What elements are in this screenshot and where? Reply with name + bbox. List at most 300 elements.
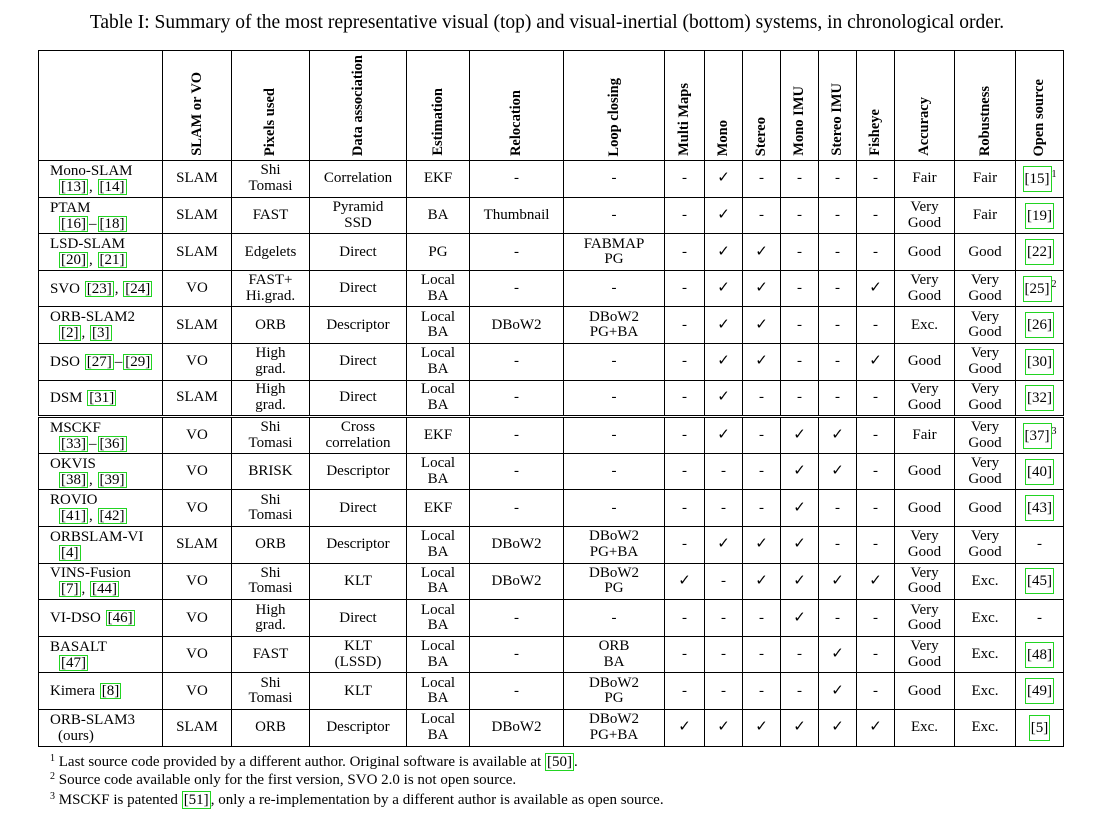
cell-line: Good xyxy=(907,580,942,597)
table-cell: - xyxy=(665,234,705,271)
table-cell: - xyxy=(819,380,857,417)
system-name: ORB-SLAM2 xyxy=(50,309,136,326)
systems-table xyxy=(38,50,1064,747)
table-cell: Exc. xyxy=(955,563,1016,600)
cell-line: Very xyxy=(970,528,1000,545)
table-cell: - xyxy=(781,636,819,673)
header-cell: Multi Maps xyxy=(665,51,705,161)
table-cell: ✓ xyxy=(665,710,705,747)
citation-link: [23] xyxy=(86,280,112,297)
table-cell xyxy=(955,307,1016,344)
table-cell: - xyxy=(819,234,857,271)
open-source-link: [26] xyxy=(1025,312,1054,338)
table-cell: Fair xyxy=(955,197,1016,234)
table-cell: ✓ xyxy=(819,453,857,490)
table-cell xyxy=(895,380,955,417)
table-cell xyxy=(407,563,470,600)
table-cell: ✓ xyxy=(781,563,819,600)
table-cell: - xyxy=(781,673,819,710)
table-cell: - xyxy=(857,527,895,564)
table-cell: - xyxy=(819,490,857,527)
open-source-link: [43] xyxy=(1025,495,1054,521)
table-cell: VO xyxy=(163,417,232,454)
citation-link: [41] xyxy=(61,508,86,525)
table-row xyxy=(39,380,1064,417)
table-cell xyxy=(407,527,470,564)
header-cell: Open source xyxy=(1016,51,1064,161)
table-cell xyxy=(564,563,665,600)
system-name: PTAM xyxy=(50,199,91,216)
system-name: Kimera xyxy=(50,683,95,700)
table-row xyxy=(39,527,1064,564)
table-cell: BRISK xyxy=(232,453,310,490)
table-cell: Fair xyxy=(955,161,1016,198)
table-cell: - xyxy=(857,673,895,710)
citation-link: [24] xyxy=(125,280,151,297)
table-cell: VO xyxy=(163,673,232,710)
table-cell xyxy=(232,600,310,637)
cell-line: Good xyxy=(907,543,942,560)
cell-line: Local xyxy=(420,272,456,289)
table-cell xyxy=(564,636,665,673)
footnote: $^2$ Source code available only for the first version, SVO 2.0 is not open source. xyxy=(50,771,517,788)
table-cell xyxy=(895,270,955,307)
citation-group: [23] , [24] xyxy=(86,280,151,297)
table-cell: FAST xyxy=(232,197,310,234)
system-name-line2 xyxy=(50,325,162,341)
citation-link: [7] xyxy=(61,581,79,598)
table-cell: Direct xyxy=(310,344,407,381)
cell-line: BA xyxy=(427,324,449,341)
table-cell xyxy=(564,527,665,564)
table-cell: PG xyxy=(407,234,470,271)
table-cell: Descriptor xyxy=(310,307,407,344)
cell-line: BA xyxy=(427,726,449,743)
footnote-marker: 3 xyxy=(1051,425,1057,437)
cell-line: BA xyxy=(427,470,449,487)
table-cell: Good xyxy=(895,673,955,710)
table-cell: - xyxy=(743,453,781,490)
system-name-line2 xyxy=(50,508,162,524)
table-cell: - xyxy=(665,417,705,454)
table-cell: - xyxy=(857,234,895,271)
table-cell: EKF xyxy=(407,417,470,454)
table-cell: - xyxy=(819,161,857,198)
citation-link: [29] xyxy=(125,353,151,370)
table-cell: - xyxy=(665,270,705,307)
table-cell: ✓ xyxy=(819,710,857,747)
system-name-line2 xyxy=(50,545,162,561)
footnote-marker: 1 xyxy=(1051,168,1057,180)
table-cell xyxy=(232,490,310,527)
header-cell: Fisheye xyxy=(857,51,895,161)
table-cell: ✓ xyxy=(781,527,819,564)
system-name-line2 xyxy=(50,252,162,268)
cell-line: Local xyxy=(420,674,456,691)
table-cell: ✓ xyxy=(743,344,781,381)
table-cell: Exc. xyxy=(955,710,1016,747)
table-cell: - xyxy=(665,307,705,344)
cell-line: Tomasi xyxy=(248,580,293,597)
table-row xyxy=(39,307,1064,344)
cell-line: Local xyxy=(420,528,456,545)
cell-line: Local xyxy=(420,711,456,728)
cell-line: PG+BA xyxy=(589,726,639,743)
table-cell: - xyxy=(857,380,895,417)
table-cell: ✓ xyxy=(705,197,743,234)
table-cell xyxy=(564,234,665,271)
cell-line: Local xyxy=(420,638,456,655)
table-cell xyxy=(232,161,310,198)
cell-line: Local xyxy=(420,308,456,325)
table-cell: Descriptor xyxy=(310,527,407,564)
citation-group: [2] , [3] xyxy=(61,325,110,342)
table-cell: - xyxy=(470,234,564,271)
system-name: BASALT xyxy=(50,638,107,655)
table-cell: - xyxy=(665,197,705,234)
cell-line: Very xyxy=(970,419,1000,436)
open-source-cell xyxy=(1016,710,1064,747)
table-cell: Exc. xyxy=(955,636,1016,673)
table-cell xyxy=(407,673,470,710)
header-cell: SLAM or VO xyxy=(163,51,232,161)
table-cell: ✓ xyxy=(819,563,857,600)
cell-line: Pyramid xyxy=(332,199,384,215)
table-cell: - xyxy=(470,380,564,417)
system-name: ORBSLAM-VI xyxy=(50,528,144,545)
footnote-number: 2 xyxy=(50,771,55,782)
citation-link: [14] xyxy=(99,178,125,195)
open-source-cell xyxy=(1016,161,1064,198)
cell-line: BA xyxy=(427,543,449,560)
system-name-cell xyxy=(39,234,163,271)
citation-link: [50] xyxy=(546,754,572,770)
citation-group: [16] – [18] xyxy=(61,215,125,232)
open-source-cell: - xyxy=(1016,527,1064,564)
citation-link: [16] xyxy=(61,215,86,232)
table-cell: DBoW2 xyxy=(470,563,564,600)
cell-line: Local xyxy=(420,381,456,398)
table-cell: - xyxy=(564,600,665,637)
system-name-cell xyxy=(39,563,163,600)
table-cell xyxy=(407,307,470,344)
citation-link: [20] xyxy=(61,252,86,269)
citation-group: [7] , [44] xyxy=(61,581,117,598)
table-cell: - xyxy=(470,490,564,527)
table-cell: - xyxy=(665,673,705,710)
table-cell: VO xyxy=(163,600,232,637)
table-cell: - xyxy=(819,270,857,307)
table-cell xyxy=(955,380,1016,417)
table-cell: - xyxy=(743,161,781,198)
citation-link: [36] xyxy=(99,435,125,452)
system-name-cell xyxy=(39,600,163,637)
system-name: ORB-SLAM3 xyxy=(50,711,136,728)
open-source-link: [45] xyxy=(1025,568,1054,594)
table-cell: Correlation xyxy=(310,161,407,198)
table-cell: - xyxy=(781,380,819,417)
cell-line: FAST+ xyxy=(248,272,293,289)
cell-line: Good xyxy=(907,287,942,304)
table-cell: - xyxy=(665,161,705,198)
table-cell: - xyxy=(665,344,705,381)
table-cell: ✓ xyxy=(705,270,743,307)
table-cell: - xyxy=(705,636,743,673)
cell-line: DBoW2 xyxy=(589,674,639,691)
system-name-cell xyxy=(39,527,163,564)
system-name-cell xyxy=(39,161,163,198)
cell-line: Local xyxy=(420,601,456,618)
cell-line: Very xyxy=(910,564,939,581)
table-cell: Direct xyxy=(310,600,407,637)
table-cell: Direct xyxy=(310,270,407,307)
cell-line: High xyxy=(255,601,286,618)
table-cell: Descriptor xyxy=(310,710,407,747)
cell-line: BA xyxy=(427,287,449,304)
table-cell xyxy=(955,344,1016,381)
system-name-cell xyxy=(39,710,163,747)
system-name-cell xyxy=(39,636,163,673)
table-cell: - xyxy=(470,600,564,637)
cell-line: DBoW2 xyxy=(589,528,639,545)
table-cell: KLT xyxy=(310,563,407,600)
header-cell: Estimation xyxy=(407,51,470,161)
open-source-link: [22] xyxy=(1025,239,1054,265)
table-cell: FAST xyxy=(232,636,310,673)
table-cell xyxy=(407,710,470,747)
table-cell xyxy=(407,344,470,381)
table-cell: ORB xyxy=(232,307,310,344)
table-cell: EKF xyxy=(407,161,470,198)
table-cell: ✓ xyxy=(743,234,781,271)
cell-line: BA xyxy=(603,653,625,670)
table-cell: - xyxy=(857,453,895,490)
cell-line: Cross xyxy=(340,419,376,436)
open-source-cell xyxy=(1016,673,1064,710)
open-source-cell xyxy=(1016,344,1064,381)
table-row xyxy=(39,270,1064,307)
footnote-number: 3 xyxy=(50,791,55,802)
citation-link: [4] xyxy=(61,544,79,561)
table-cell: DBoW2 xyxy=(470,527,564,564)
table-cell: ✓ xyxy=(819,673,857,710)
system-name-cell xyxy=(39,673,163,710)
citation-link: [8] xyxy=(101,683,120,700)
table-cell: DBoW2 xyxy=(470,710,564,747)
table-cell xyxy=(310,197,407,234)
cell-line: PG xyxy=(604,690,624,707)
table-cell: SLAM xyxy=(163,380,232,417)
table-cell: - xyxy=(665,490,705,527)
cell-line: Shi xyxy=(260,162,281,179)
system-name-line2: (ours) xyxy=(58,727,94,744)
table-cell: - xyxy=(781,197,819,234)
open-source-cell xyxy=(1016,490,1064,527)
table-cell: Good xyxy=(955,490,1016,527)
table-cell: - xyxy=(470,161,564,198)
system-name-cell xyxy=(39,307,163,344)
table-cell: ✓ xyxy=(705,344,743,381)
table-cell: ✓ xyxy=(781,490,819,527)
cell-line: PG xyxy=(604,251,624,268)
system-name-cell xyxy=(39,344,163,381)
table-row xyxy=(39,197,1064,234)
citation-link: [18] xyxy=(99,215,125,232)
table-cell: - xyxy=(564,417,665,454)
table-cell: - xyxy=(705,490,743,527)
cell-line: Very xyxy=(970,381,1000,398)
system-name: DSM xyxy=(50,389,83,406)
table-cell xyxy=(407,270,470,307)
table-cell: ✓ xyxy=(705,161,743,198)
table-cell: KLT xyxy=(310,673,407,710)
open-source-link: [40] xyxy=(1025,459,1054,485)
open-source-cell xyxy=(1016,636,1064,673)
table-cell xyxy=(895,636,955,673)
cell-line: Local xyxy=(420,455,456,472)
system-name-line2 xyxy=(50,179,162,195)
table-cell xyxy=(895,600,955,637)
system-name-cell xyxy=(39,490,163,527)
open-source-cell: - xyxy=(1016,600,1064,637)
cell-line: Good xyxy=(907,653,942,670)
citation-link: [39] xyxy=(99,471,125,488)
cell-line: Good xyxy=(968,543,1002,560)
table-cell: ✓ xyxy=(743,307,781,344)
table-cell: - xyxy=(857,417,895,454)
table-cell: - xyxy=(819,344,857,381)
open-source-link: [48] xyxy=(1025,642,1054,668)
table-cell: - xyxy=(564,380,665,417)
table-cell xyxy=(895,527,955,564)
table-cell: ✓ xyxy=(705,527,743,564)
table-cell: Fair xyxy=(895,417,955,454)
table-cell: - xyxy=(665,527,705,564)
table-cell: ✓ xyxy=(857,270,895,307)
cell-line: Good xyxy=(968,360,1002,377)
table-cell: Good xyxy=(955,234,1016,271)
header-cell: Data association xyxy=(310,51,407,161)
table-cell: - xyxy=(564,490,665,527)
table-cell: - xyxy=(819,527,857,564)
cell-line: Shi xyxy=(260,419,281,436)
table-cell xyxy=(232,673,310,710)
system-name-cell xyxy=(39,197,163,234)
citation-link: [3] xyxy=(92,325,110,342)
table-cell: Direct xyxy=(310,490,407,527)
cell-line: correlation xyxy=(325,434,391,451)
table-cell: - xyxy=(665,380,705,417)
citation-group xyxy=(58,655,89,671)
citation-group xyxy=(99,683,123,699)
table-cell: ✓ xyxy=(781,710,819,747)
table-cell xyxy=(407,453,470,490)
table-cell: - xyxy=(819,307,857,344)
table-cell: ✓ xyxy=(743,710,781,747)
open-source-link: [25] xyxy=(1023,276,1052,302)
table-cell xyxy=(895,197,955,234)
cell-line: Shi xyxy=(260,491,281,508)
table-cell: ✓ xyxy=(665,563,705,600)
table-row xyxy=(39,453,1064,490)
table-cell: Direct xyxy=(310,380,407,417)
table-cell: - xyxy=(705,563,743,600)
cell-line: Good xyxy=(907,214,942,231)
table-cell xyxy=(310,417,407,454)
system-name: DSO xyxy=(50,353,81,370)
cell-line: Tomasi xyxy=(248,177,293,194)
cell-line: Shi xyxy=(260,674,281,691)
table-cell xyxy=(310,636,407,673)
table-cell: VO xyxy=(163,636,232,673)
header-blank xyxy=(39,51,163,161)
citation-group: [41] , [42] xyxy=(61,508,125,525)
open-source-cell xyxy=(1016,417,1064,454)
open-source-cell xyxy=(1016,270,1064,307)
cell-line: Good xyxy=(968,470,1002,487)
table-cell: SLAM xyxy=(163,161,232,198)
citation-link: [47] xyxy=(61,654,86,671)
table-cell: - xyxy=(564,270,665,307)
header-cell: Accuracy xyxy=(895,51,955,161)
cell-line: Very xyxy=(910,528,939,545)
cell-line: Tomasi xyxy=(248,507,293,524)
table-cell: BA xyxy=(407,197,470,234)
citation-link: [33] xyxy=(61,435,86,452)
table-cell: - xyxy=(781,161,819,198)
citation-group: [38] , [39] xyxy=(61,471,125,488)
table-cell xyxy=(955,417,1016,454)
system-name-line2 xyxy=(50,436,162,452)
cell-line: Very xyxy=(910,601,939,618)
cell-line: BA xyxy=(427,360,449,377)
table-cell xyxy=(407,600,470,637)
system-name: OKVIS xyxy=(50,455,96,472)
table-cell: Good xyxy=(895,453,955,490)
table-cell: Direct xyxy=(310,234,407,271)
table-cell: - xyxy=(781,307,819,344)
open-source-link: [32] xyxy=(1025,385,1054,411)
table-cell: - xyxy=(743,380,781,417)
table-cell: Edgelets xyxy=(232,234,310,271)
table-cell: - xyxy=(665,600,705,637)
cell-line: BA xyxy=(427,617,449,634)
citation-group: [20] , [21] xyxy=(61,252,125,269)
table-cell xyxy=(564,673,665,710)
open-source-link: [19] xyxy=(1025,203,1054,229)
cell-line: Very xyxy=(910,638,939,655)
table-cell xyxy=(955,270,1016,307)
table-cell: Exc. xyxy=(955,673,1016,710)
table-cell: EKF xyxy=(407,490,470,527)
cell-line: PG xyxy=(604,580,624,597)
footnote: $^3$ MSCKF is patented [51] , only a re-implementation by a different author is available as open source. xyxy=(50,791,664,808)
table-cell: VO xyxy=(163,490,232,527)
citation-link: [13] xyxy=(61,178,86,195)
citation-link: [51] xyxy=(183,792,209,808)
table-cell: Fair xyxy=(895,161,955,198)
table-cell: Good xyxy=(895,234,955,271)
table-cell: - xyxy=(743,636,781,673)
table-cell: - xyxy=(857,307,895,344)
citation-group xyxy=(58,545,82,561)
table-cell: - xyxy=(470,417,564,454)
cell-line: High xyxy=(255,345,286,362)
cell-line: Hi.grad. xyxy=(245,287,296,304)
cell-line: (LSSD) xyxy=(334,653,382,670)
table-cell: VO xyxy=(163,453,232,490)
table-cell: VO xyxy=(163,270,232,307)
